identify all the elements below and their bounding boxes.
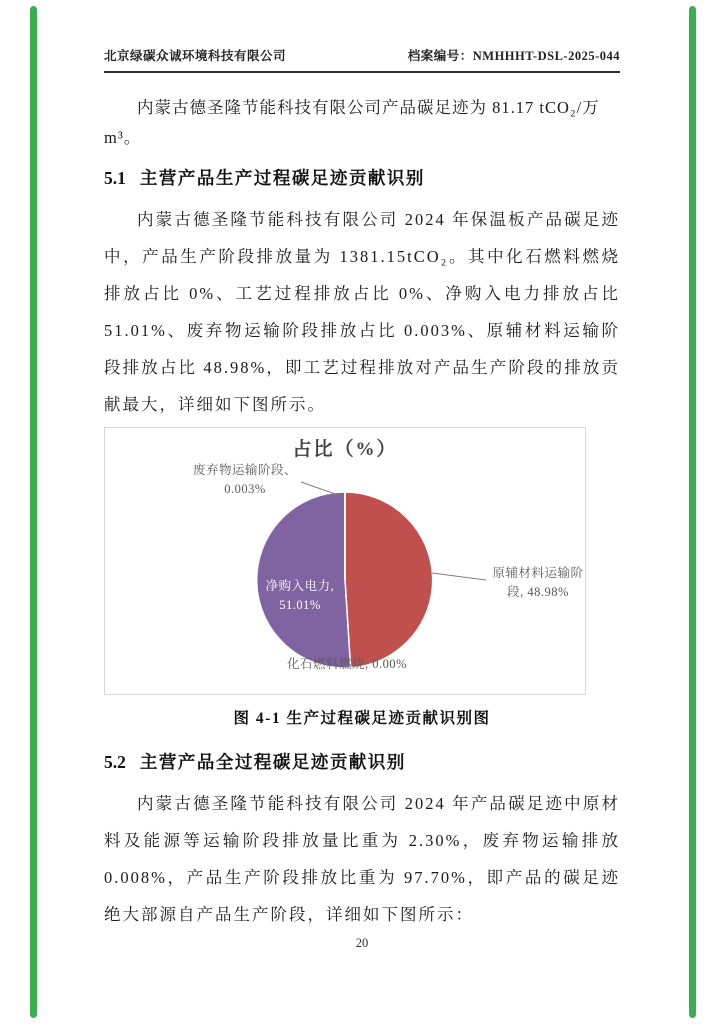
archive-number: NMHHHT-DSL-2025-044 [472,49,620,63]
section-5-2-heading [104,749,620,775]
pie-label-waste: 废弃物运输阶段、0.003% [192,463,297,496]
section-5-1-body: 内蒙古德圣隆节能科技有限公司 2024 年保温板产品碳足迹中，产品生产阶段排放量为 1381.15tCO₂。其中化石燃料燃烧排放占比 0%、工艺过程排放占比 0%、净购入电力排放占比 51.01%、废弃物运输阶段排放占比 0.003%、原辅材料运输阶段排放占比 48.98%，即工艺过程排放对产品生产阶段的排放贡献最大，详细如下图所示。 [104,210,620,414]
archive-number-field [408,46,620,64]
leader-line-materials [432,573,486,580]
pie-label-fossil: 化石燃料燃烧, 0.00% [286,657,408,671]
chart-title: 占比（%） [292,439,398,460]
archive-label: 档案编号： [407,49,473,63]
page-content [104,0,620,933]
left-edge-marker [30,6,37,1018]
section-5-1-title: 主营产品生产过程碳足迹贡献识别 [139,168,425,188]
section-5-2-body: 内蒙古德圣隆节能科技有限公司 2024 年产品碳足迹中原材料及能源等运输阶段排放量比重为 2.30%，废弃物运输排放 0.008%，产品生产阶段排放比重为 97.70%，即产品的碳足迹绝大部源自产品生产阶段，详细如下图所示： [104,794,620,924]
page-header [104,0,620,73]
figure-caption: 图 4-1 生产过程碳足迹贡献识别图 [233,710,491,727]
section-5-1-heading [104,165,620,191]
page-number: 20 [355,936,369,950]
section-5-1-number: 5.1 [104,168,126,188]
company-name: 北京绿碳众诚环境科技有限公司 [104,49,287,63]
pie-slice [345,492,433,668]
section-5-2-title: 主营产品全过程碳足迹贡献识别 [139,752,406,772]
pie-chart-panel [104,427,586,695]
pie-label-electricity: 净购入电力, 51.01% [265,579,335,612]
pie-label-materials: 原辅材料运输阶段, 48.98% [492,566,584,599]
section-5-2-number: 5.2 [104,752,126,772]
right-edge-marker [689,6,696,1018]
intro-paragraph: 内蒙古德圣隆节能科技有限公司产品碳足迹为 81.17 tCO₂/万 m³。 [104,98,600,147]
